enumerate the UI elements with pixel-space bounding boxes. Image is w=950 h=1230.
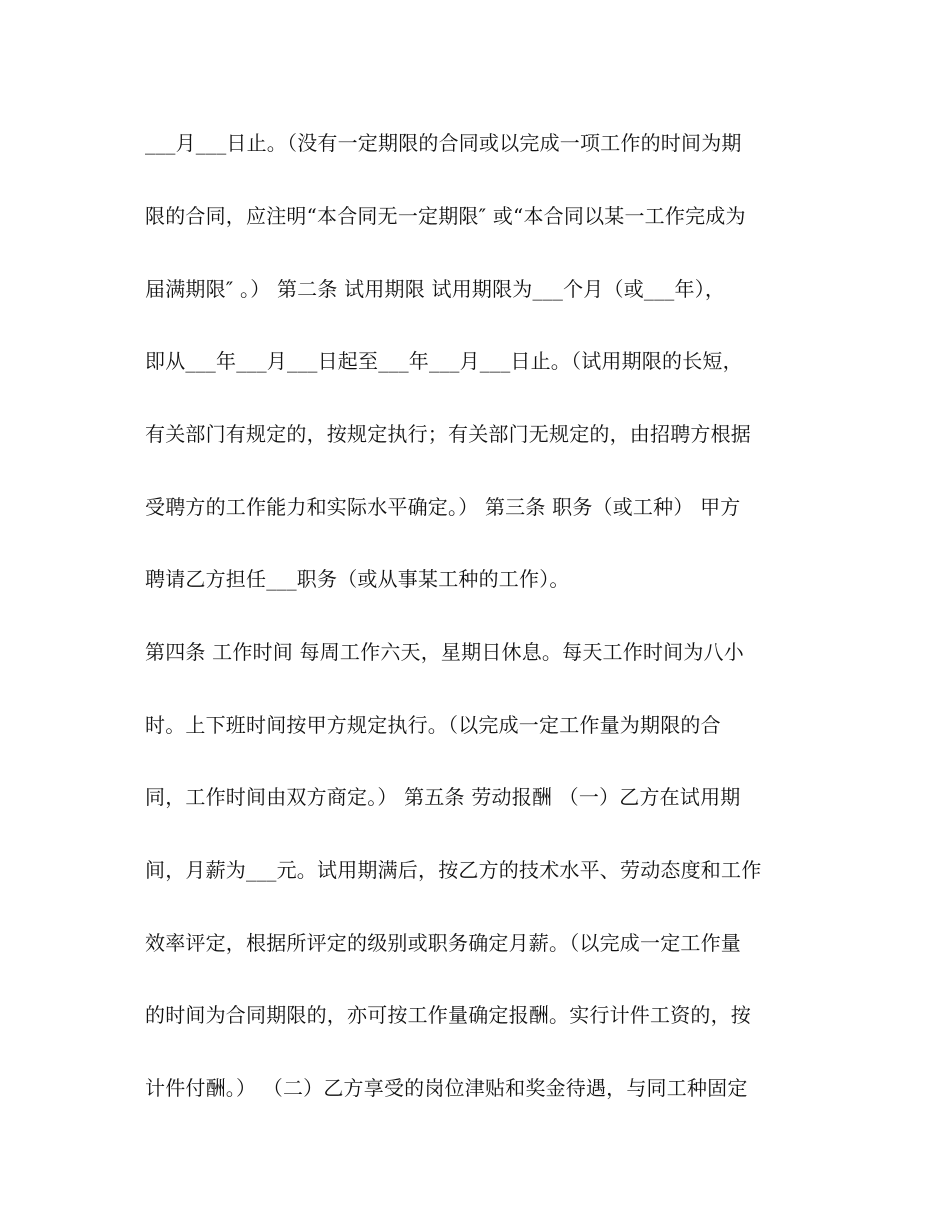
text-line-6: 受聘方的工作能力和实际水平确定。） 第三条 职务（或工种） 甲方 [145, 495, 741, 519]
text-line-1: ___月___日止。（没有一定期限的合同或以完成一项工作的时间为期 [145, 131, 742, 155]
text-line-12: 效率评定，根据所评定的级别或职务确定月薪。（以完成一定工作量 [145, 931, 741, 955]
text-line-5: 有关部门有规定的，按规定执行；有关部门无规定的，由招聘方根据 [145, 422, 751, 446]
text-line-13: 的时间为合同期限的，亦可按工作量确定报酬。实行计件工资的，按 [145, 1003, 751, 1027]
text-line-11: 间，月薪为___元。试用期满后，按乙方的技术水平、劳动态度和工作 [145, 858, 762, 882]
text-line-4: 即从___年___月___日起至___年___月___日止。（试用期限的长短， [145, 349, 743, 373]
text-line-14: 计件付酬。） （二）乙方享受的岗位津贴和奖金待遇，与同工种固定 [145, 1076, 748, 1100]
text-line-9: 时。上下班时间按甲方规定执行。（以完成一定工作量为期限的合 [145, 713, 721, 737]
text-line-7: 聘请乙方担任___职务（或从事某工种的工作）。 [145, 567, 570, 591]
text-line-8: 第四条 工作时间 每周工作六天，星期日休息。每天工作时间为八小 [145, 640, 744, 664]
text-line-10: 同，工作时间由双方商定。） 第五条 劳动报酬 （一）乙方在试用期 [145, 785, 741, 809]
text-line-3: 届满期限″ 。） 第二条 试用期限 试用期限为___个月（或___年）， [145, 277, 726, 301]
text-line-2: 限的合同，应注明“本合同无一定期限″ 或“本合同以某一工作完成为 [145, 204, 746, 228]
